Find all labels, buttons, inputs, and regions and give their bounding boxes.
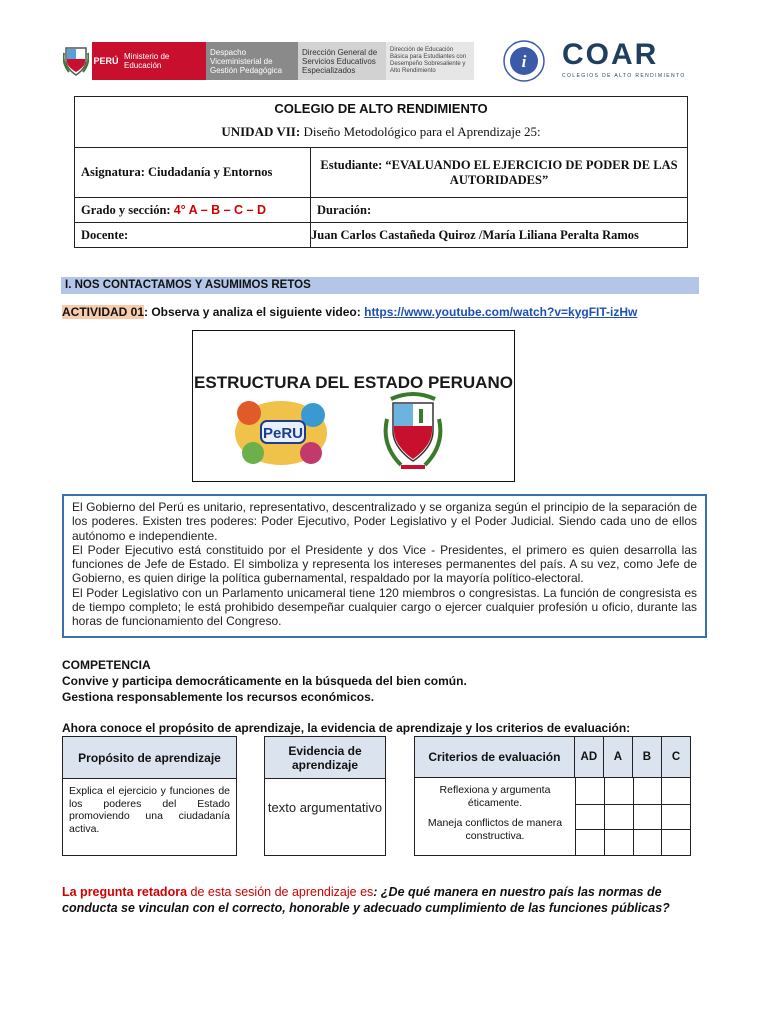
government-text-box: [62, 494, 707, 638]
score-cell[interactable]: [633, 778, 662, 804]
peru-label: PERÚ: [92, 42, 120, 80]
scale-b: B: [632, 737, 661, 777]
unit-label: UNIDAD VII:: [221, 124, 301, 139]
subject-cell: Asignatura: Ciudadanía y Entornos: [75, 148, 311, 197]
peru-doodle-text: PeRU: [262, 425, 304, 442]
paragraph-1: El Gobierno del Perú es unitario, representativo, descentralizado y se organiza según el principio de la separación de los poderes. Existen tres poderes: Poder Ejecutivo, Poder Legislativo y el Poder Judicial. Siendo cada uno de ellos autónomo e independiente.: [72, 500, 697, 543]
competencia-block: [62, 657, 467, 705]
session-info-table: [74, 96, 688, 248]
svg-text:i: i: [521, 52, 527, 71]
score-cell[interactable]: [604, 804, 633, 830]
ib-logo-icon: [503, 40, 545, 82]
criterion-1: Reflexiona y argumenta éticamente.: [439, 784, 551, 809]
challenge-intro: de esta sesión de aprendizaje es: [187, 885, 374, 899]
college-title: COLEGIO DE ALTO RENDIMIENTO: [274, 101, 488, 116]
purpose-text: Explica el ejercicio y funciones de los poderes del Estado promoviendo una ciudadanía activa.: [69, 785, 230, 835]
header-logos: [60, 40, 700, 84]
module-vice-ministry: Despacho Viceministerial de Gestión Pedagógica: [206, 42, 298, 80]
purpose-header: Propósito de aprendizaje: [63, 737, 236, 779]
peru-coat-of-arms-icon: [381, 389, 445, 473]
duration-cell: Duración:: [317, 202, 372, 217]
score-cell[interactable]: [633, 804, 662, 830]
student-line-1: Estudiante: “EVALUANDO EL EJERCICIO DE PODER DE LAS: [320, 157, 678, 172]
coar-logo: [562, 40, 692, 84]
unit-text: Diseño Metodológico para el Aprendizaje 25:: [303, 124, 541, 139]
evidence-box: [264, 736, 386, 856]
module-direccion-general: Dirección General de Servicios Educativos Especializados: [298, 42, 386, 80]
paragraph-3: El Poder Legislativo con un Parlamento unicameral tiene 120 miembros o congresistas. La función de congresista es de tiempo completo; le está prohibido desempeñar cualquier cargo o ejercer cualquier profesión u oficio, durante las horas de funcionamiento del Congreso.: [72, 585, 697, 629]
score-grid: [575, 778, 690, 855]
criterion-2: Maneja conflictos de manera constructiva.: [427, 817, 563, 842]
evidence-text: texto argumentativo: [267, 800, 383, 815]
challenge-label: La pregunta retadora: [62, 885, 188, 899]
student-cell: [311, 148, 687, 197]
coar-wordmark: [562, 40, 692, 70]
score-cell[interactable]: [575, 829, 604, 855]
teacher-value: Juan Carlos Castañeda Quiroz /María Liliana Peralta Ramos: [311, 227, 639, 242]
module-direccion-educacion: Dirección de Educación Básica para Estudiantes con Desempeño Sobresaliente y Alto Rendimiento: [386, 42, 474, 80]
competencia-line-2: Gestiona responsablemente los recursos económicos.: [62, 690, 375, 704]
challenge-text: : ¿De qué manera en nuestro país las normas de conducta se vinculan con el correcto, honorable y adecuado cumplimiento de las funciones públicas?: [62, 885, 670, 915]
grade-value: 4° A – B – C – D: [173, 203, 267, 217]
minedu-logo: [60, 42, 474, 80]
paragraph-2: El Poder Ejecutivo está constituido por el Presidente y dos Vice - Presidentes, el primero es quien desarrolla las funciones de Jefe de Estado. El simboliza y representa los intereses permanentes del país. A su vez, como Jefe de Gobierno, es quien dirige la política gubernamental, respaldado por la mayoría político-electoral.: [72, 542, 697, 586]
coar-name: COAR: [562, 38, 659, 71]
video-thumbnail[interactable]: [192, 330, 515, 482]
ministry-label: Ministerio de Educación: [120, 42, 206, 80]
score-cell[interactable]: [604, 829, 633, 855]
score-cell[interactable]: [661, 778, 690, 804]
section-heading: I. NOS CONTACTAMOS Y ASUMIMOS RETOS: [61, 277, 699, 294]
activity-tag: ACTIVIDAD 01: [62, 305, 145, 319]
title-cell: [75, 97, 687, 147]
criteria-header: Criterios de evaluación: [428, 750, 561, 764]
scale-c: C: [661, 737, 690, 777]
coar-subtitle: COLEGIOS DE ALTO RENDIMIENTO: [562, 73, 686, 79]
score-cell[interactable]: [661, 804, 690, 830]
score-cell[interactable]: [575, 804, 604, 830]
peru-shield-icon: [60, 42, 92, 80]
activity-line: [62, 305, 637, 319]
score-cell[interactable]: [661, 829, 690, 855]
competencia-line-1: Convive y participa democráticamente en la búsqueda del bien común.: [62, 674, 467, 688]
criteria-table: [414, 736, 691, 856]
grade-cell: [75, 198, 311, 222]
teacher-label: Docente:: [75, 223, 311, 247]
purpose-box: [62, 736, 237, 856]
score-cell[interactable]: [633, 829, 662, 855]
criteria-header-row: [415, 737, 690, 778]
scale-ad: AD: [574, 737, 603, 777]
evaluation-prompt: Ahora conoce el propósito de aprendizaje, la evidencia de aprendizaje y los criterios de evaluación:: [62, 721, 631, 735]
evidence-header: Evidencia de aprendizaje: [265, 737, 385, 779]
score-cell[interactable]: [604, 778, 633, 804]
score-cell[interactable]: [575, 778, 604, 804]
video-link[interactable]: https://www.youtube.com/watch?v=kygFIT-izHw: [364, 305, 638, 319]
video-title: ESTRUCTURA DEL ESTADO PERUANO: [194, 373, 513, 392]
grade-label: Grado y sección:: [81, 202, 171, 217]
unit-title: [79, 124, 683, 140]
student-line-2: AUTORIDADES”: [449, 172, 549, 187]
competencia-title: COMPETENCIA: [62, 658, 151, 672]
peru-doodle-icon: [231, 393, 331, 469]
challenge-question: [62, 884, 707, 916]
criteria-list: [415, 778, 575, 855]
scale-a: A: [603, 737, 632, 777]
activity-text: : Observa y analiza el siguiente video:: [144, 305, 361, 319]
